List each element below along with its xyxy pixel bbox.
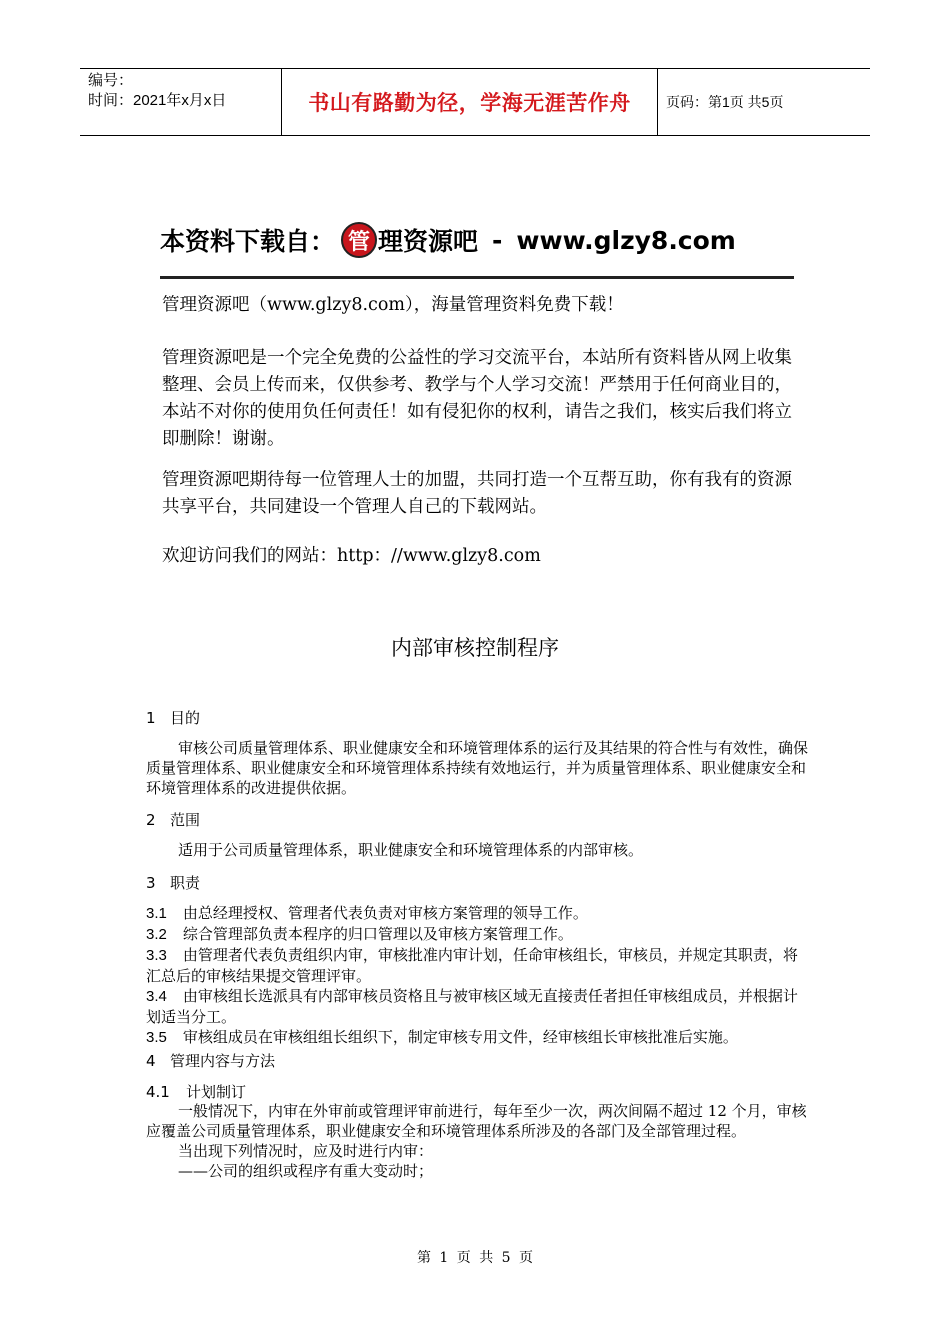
banner-url[interactable]: www.glzy8.com bbox=[516, 225, 736, 255]
list-item: 3.1 由总经理授权、管理者代表负责对审核方案管理的领导工作。 bbox=[146, 904, 588, 922]
notice-line1: 管理资源吧（www.glzy8.com），海量管理资料免费下载！ bbox=[162, 295, 624, 315]
list-item: 3.3 由管理者代表负责组织内审，审核批准内审计划，任命审核组长，审核员，并规定其职责，将汇总后的审核结果提交管理评审。 bbox=[146, 946, 798, 985]
notice-para3: 管理资源吧期待每一位管理人士的加盟，共同打造一个互帮互助，你有我有的资源共享平台，共同建设一个管理人自己的下载网站。 bbox=[162, 470, 792, 517]
subsection-heading-4-1 bbox=[146, 1081, 246, 1102]
site-logo-icon: 管 bbox=[341, 222, 377, 258]
header-page-info: 页码：第1页 共5页 bbox=[666, 94, 784, 110]
section-heading-2 bbox=[146, 809, 200, 830]
notice-para4: 欢迎访问我们的网站：http：//www.glzy8.com bbox=[162, 546, 541, 566]
section-number: 2 bbox=[146, 811, 156, 829]
section-number: 3 bbox=[146, 874, 156, 892]
document-number-label: 编号： bbox=[88, 72, 134, 89]
section-number: 4 bbox=[146, 1052, 156, 1070]
section-title: 职责 bbox=[170, 874, 201, 892]
subsection-title: 计划制订 bbox=[186, 1083, 247, 1101]
header-table bbox=[80, 68, 870, 136]
section-heading-3 bbox=[146, 872, 200, 893]
page-title: 内部审核控制程序 bbox=[391, 636, 559, 660]
paragraph: 一般情况下，内审在外审前或管理评审前进行，每年至少一次，两次间隔不超过 12 个月，审核应覆盖公司质量管理体系，职业健康安全和环境管理体系所涉及的各部门及全部管理过程。 bbox=[146, 1102, 807, 1140]
section-title: 范围 bbox=[170, 811, 201, 829]
paragraph: ——公司的组织或程序有重大变动时； bbox=[178, 1162, 434, 1180]
banner-dash: - bbox=[492, 225, 503, 255]
list-item: 3.2 综合管理部负责本程序的归口管理以及审核方案管理工作。 bbox=[146, 925, 573, 943]
paragraph: 当出现下列情况时，应及时进行内审： bbox=[178, 1142, 434, 1160]
list-item: 3.5 审核组成员在审核组组长组织下，制定审核专用文件，经审核组长审核批准后实施。 bbox=[146, 1028, 738, 1046]
section-title: 管理内容与方法 bbox=[170, 1052, 276, 1070]
banner-site-name: 理资源吧 bbox=[378, 227, 479, 256]
subsection-number: 4.1 bbox=[146, 1083, 170, 1101]
header-motto: 书山有路勤为径，学海无涯苦作舟 bbox=[282, 69, 658, 135]
download-banner bbox=[160, 215, 796, 279]
section-3-list bbox=[146, 903, 808, 1048]
banner-divider bbox=[160, 276, 794, 279]
header-meta bbox=[80, 69, 282, 135]
subsection-4-1-text bbox=[146, 1101, 808, 1181]
banner-prefix: 本资料下载自： bbox=[160, 227, 336, 256]
section-heading-1 bbox=[146, 707, 200, 728]
list-item: 3.4 由审核组长选派具有内部审核员资格且与被审核区域无直接责任者担任审核组成员，并根据计划适当分工。 bbox=[146, 987, 798, 1026]
section-heading-4 bbox=[146, 1050, 275, 1071]
notice-para2: 管理资源吧是一个完全免费的公益性的学习交流平台，本站所有资料皆从网上收集整理、会员上传而来，仅供参考、教学与个人学习交流！严禁用于任何商业目的，本站不对你的使用负任何责任！如有侵犯你的权利，请告之我们，核实后我们将立即删除！谢谢。 bbox=[162, 348, 792, 449]
section-1-text: 审核公司质量管理体系、职业健康安全和环境管理体系的运行及其结果的符合性与有效性，确保质量管理体系、职业健康安全和环境管理体系持续有效地运行，并为质量管理体系、职业健康安全和环境管理体系的改进提供依据。 bbox=[146, 739, 809, 797]
section-title: 目的 bbox=[170, 709, 201, 727]
section-number: 1 bbox=[146, 709, 156, 727]
page-footer: 第 1 页 共 5 页 bbox=[416, 1250, 534, 1266]
section-2-text: 适用于公司质量管理体系，职业健康安全和环境管理体系的内部审核。 bbox=[178, 841, 644, 859]
document-time-label: 时间：2021年x月x日 bbox=[88, 92, 227, 109]
